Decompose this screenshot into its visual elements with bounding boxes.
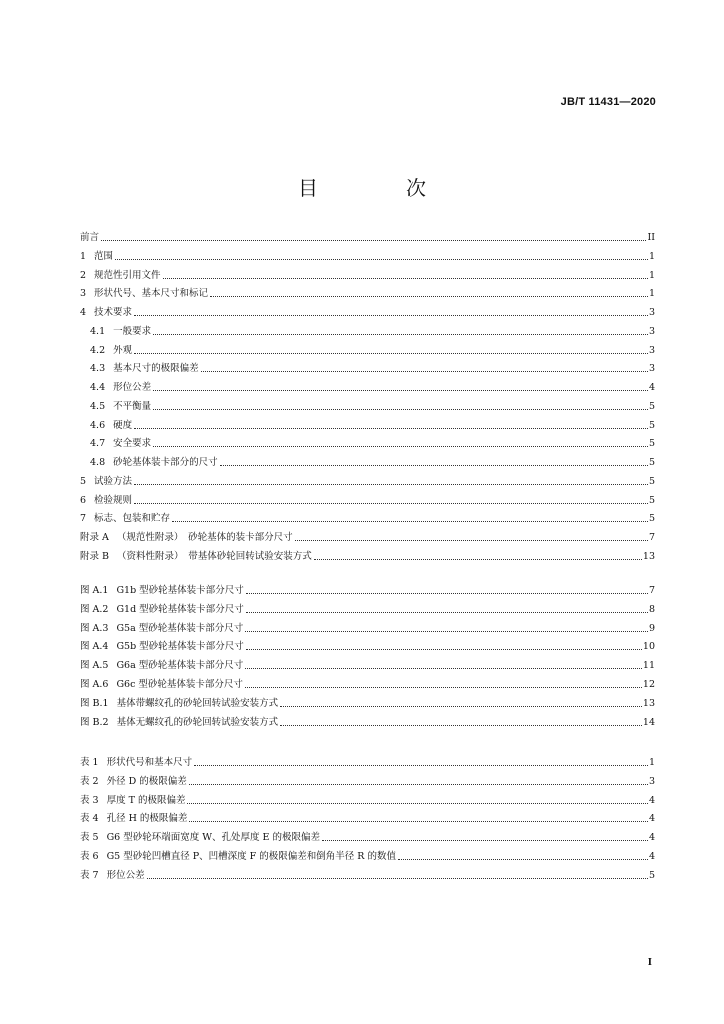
toc-entry-number: 表 3 [80,794,99,806]
page-title: 目 次 [298,176,460,200]
toc-entry[interactable] [80,399,655,413]
toc-entry[interactable] [80,774,655,788]
toc-entry[interactable] [80,755,655,769]
toc-entry-label [80,232,99,244]
dot-leader [280,724,642,726]
toc-entry-page: 4 [648,794,655,806]
toc-entry-label [80,795,185,807]
toc-entry-number: 4 [80,307,87,318]
toc-entry-number: 图 A.1 [80,585,109,596]
toc-entry-text: 孔径 H 的极限偏差 [106,813,188,825]
toc-entry-page: 5 [648,400,655,412]
toc-entry-page: 5 [648,457,655,468]
toc-entry-text: 砂轮基体装卡部分的尺寸 [113,457,218,468]
dot-leader [246,611,648,613]
toc-entry-label [80,623,243,635]
toc-entry-number: 图 A.3 [80,622,109,634]
toc-entry-page: 1 [648,250,655,262]
toc-entry-text: G5 型砂轮凹槽直径 P、凹槽深度 F 的极限偏差和倒角半径 R 的数值 [106,851,396,862]
toc-entry-number: 表 1 [80,757,99,768]
toc-entry-page: 9 [648,622,655,634]
toc-entry-text: G6c 型砂轮基体装卡部分尺寸 [116,679,243,690]
dot-leader [134,352,648,354]
dot-leader [153,445,648,447]
toc-entry-label [80,757,192,769]
toc-entry-label [80,513,170,525]
toc-entry-number: 1 [80,250,87,262]
toc-entry[interactable] [80,639,655,653]
dot-leader [322,839,648,841]
dot-leader [101,239,646,241]
toc-entry-page: 3 [648,363,655,375]
toc-entry-number: 图 A.2 [80,603,109,615]
toc-entry-text: 外观 [113,344,133,356]
toc-entry-page: 4 [648,832,655,844]
toc-entry-page: 7 [648,585,655,596]
toc-entry[interactable] [80,230,655,244]
toc-entry-text: 技术要求 [94,307,133,318]
toc-entry-page: II [647,232,655,243]
toc-entry-page: 10 [642,641,655,653]
toc-entry[interactable] [80,455,655,469]
dot-leader [134,502,648,504]
toc-entry-text: 硬度 [113,419,133,431]
toc-entry-label [80,270,161,282]
dot-leader [201,370,648,372]
toc-entry-page: 3 [648,325,655,337]
toc-entry-page: 3 [648,344,655,356]
toc-entry-page: 4 [648,382,655,393]
toc-entry-page: 13 [642,550,655,562]
toc-entry-page: 11 [642,660,655,672]
toc-entry[interactable] [80,549,655,563]
toc-entry-label [80,717,278,729]
dot-leader [189,783,648,785]
toc-entry-number: 图 A.5 [80,660,109,672]
toc-entry-label [80,776,187,788]
toc-entry-text: 形位公差 [113,382,152,393]
toc-entry[interactable] [80,868,655,882]
toc-entry[interactable] [80,286,655,300]
toc-entry-number: 图 A.6 [80,679,109,690]
toc-entry[interactable] [80,361,655,375]
dot-leader [189,820,648,822]
toc-entry-text: 基体带螺纹孔的砂轮回转试验安装方式 [116,697,279,709]
toc-entry-number: 3 [80,288,87,300]
toc-entry[interactable] [80,793,655,807]
toc-entry[interactable] [80,677,655,691]
toc-entry-label [80,604,244,616]
toc-entry-label [80,551,312,563]
toc-entry-number: 4.4 [90,382,106,393]
toc-entry-page: 8 [648,603,655,615]
toc-entry-text: G5b 型砂轮基体装卡部分尺寸 [116,641,244,653]
dot-leader [220,464,648,466]
toc-entry-label [80,851,396,863]
toc-entry[interactable] [80,602,655,616]
toc-entry-label [80,870,145,882]
toc-entry-page: 3 [648,775,655,787]
toc-entry-text: 形状代号和基本尺寸 [106,757,193,768]
toc-entry-number: 图 A.4 [80,641,109,653]
dot-leader [295,539,648,541]
toc-entry-label [80,382,151,394]
toc-entry-number: 附录 B [80,550,110,562]
toc-entry-text: G1d 型砂轮基体装卡部分尺寸 [116,603,244,615]
toc-entry-number: 4.8 [90,457,106,468]
toc-entry-page: 5 [648,419,655,431]
toc-entry-text: G5a 型砂轮基体装卡部分尺寸 [116,622,244,634]
toc-entry-text: （资料性附录） 带基体砂轮回转试验安装方式 [117,550,312,562]
dot-leader [134,314,648,316]
toc-entry-label [80,345,132,357]
toc-entry-page: 5 [648,494,655,506]
toc-entry[interactable] [80,811,655,825]
dot-leader [153,408,648,410]
toc-entry-text: 外径 D 的极限偏差 [106,775,187,787]
toc-entry-label [80,495,132,507]
toc-entry-number: 图 B.2 [80,716,109,728]
toc-entry-number: 附录 A [80,532,109,543]
dot-leader [147,877,648,879]
toc-entry-page: 5 [648,438,655,450]
dot-leader [245,630,648,632]
toc-entry[interactable] [80,493,655,507]
dot-leader [280,705,642,707]
toc-entry-page: 1 [648,269,655,281]
dot-leader [245,686,642,688]
toc-entry-text: 范围 [94,250,114,262]
toc-entry[interactable] [80,474,655,488]
toc-entry-number: 4.7 [90,438,106,450]
toc-entry-label [80,307,132,319]
toc-entry-text: 检验规则 [94,494,133,506]
toc-entry[interactable] [80,530,655,544]
toc-entry-page: 4 [648,813,655,825]
dot-leader [194,764,648,766]
dot-leader [246,592,648,594]
toc-entry-label [80,401,151,413]
toc-entry-label [80,288,208,300]
toc-entry-text: 厚度 T 的极限偏差 [106,794,186,806]
toc-entry-number: 4.1 [90,325,106,337]
toc-entry-number: 表 7 [80,869,99,881]
dot-leader [210,295,648,297]
dot-leader [246,648,642,650]
toc-entry-text: 基本尺寸的极限偏差 [113,363,199,375]
toc-entry-text: （规范性附录） 砂轮基体的装卡部分尺寸 [116,532,293,543]
dot-leader [163,277,648,279]
toc-entry-label [80,832,320,844]
toc-entry-page: 5 [648,475,655,487]
toc-entry-label [80,363,199,375]
toc-entry[interactable] [80,418,655,432]
toc-entry-text: 一般要求 [113,325,152,337]
toc-entry-number: 图 B.1 [80,697,109,709]
toc-entry[interactable] [80,436,655,450]
toc-entry[interactable] [80,511,655,525]
footer-page-number: I [647,958,652,968]
toc-entry-number: 6 [80,494,87,506]
toc-entry[interactable] [80,268,655,282]
toc-entry-number: 4.5 [90,400,106,412]
toc-entry-text: 形位公差 [106,869,145,881]
toc-entry-label [80,251,113,263]
toc-entry[interactable] [80,380,655,394]
toc-entry-page: 1 [648,757,655,768]
toc-entry[interactable] [80,324,655,338]
toc-entry-number: 4.6 [90,419,106,431]
toc-entry-label [80,585,244,597]
toc-entry-page: 4 [648,851,655,862]
toc-entry-number: 表 5 [80,832,99,844]
toc-entry[interactable] [80,249,655,263]
toc-entry-text: 安全要求 [113,438,152,450]
toc-entry-text: 基体无螺纹孔的砂轮回转试验安装方式 [116,716,279,728]
dot-leader [115,258,648,260]
toc-entry-label [80,457,218,469]
toc-entry-number: 表 4 [80,813,99,825]
toc-entry-page: 12 [642,679,655,690]
toc-entry-label [80,641,244,653]
toc-entry-number: 4.2 [90,344,106,356]
toc-entry-number: 表 6 [80,851,99,862]
toc-entry-text: 试验方法 [94,475,133,487]
toc-entry-number: 2 [80,269,87,281]
toc-entry-page: 13 [642,697,655,709]
toc-entry-page: 3 [648,307,655,318]
toc-entry-page: 5 [648,869,655,881]
toc-entry[interactable] [80,658,655,672]
toc-entry-label [80,660,243,672]
toc-entry-text: 形状代号、基本尺寸和标记 [94,288,209,300]
toc-entry[interactable] [80,621,655,635]
document-code: JB/T 11431—2020 [560,96,656,108]
dot-leader [245,667,642,669]
toc-entry[interactable] [80,849,655,863]
toc-entry-text: 规范性引用文件 [94,269,161,281]
toc-entry-page: 5 [648,513,655,525]
toc-entry[interactable] [80,696,655,710]
dot-leader [153,333,648,335]
toc-entry-number: 表 2 [80,775,99,787]
toc-entry-label [80,532,293,544]
dot-leader [314,558,642,560]
toc-entry-label [80,679,243,691]
toc-entry[interactable] [80,715,655,729]
toc-entry-label [80,326,151,338]
toc-entry-number: 7 [80,513,87,525]
toc-entry-text: 标志、包装和贮存 [94,513,171,525]
toc-entry-label [80,698,278,710]
dot-leader [172,520,648,522]
toc-entry-number: 4.3 [90,363,106,375]
dot-leader [398,858,648,860]
toc-entry-page: 7 [648,532,655,543]
dot-leader [134,483,648,485]
toc-entry-label [80,476,132,488]
toc-entry-label [80,438,151,450]
dot-leader [134,427,648,429]
toc-entry-text: G6 型砂轮环端面宽度 W、孔处厚度 E 的极限偏差 [106,832,320,844]
toc-entry-text: G6a 型砂轮基体装卡部分尺寸 [116,660,244,672]
toc-entry[interactable] [80,343,655,357]
dot-leader [153,389,648,391]
toc-entry-number: 5 [80,475,87,487]
toc-entry[interactable] [80,830,655,844]
toc-entry-label [80,420,132,432]
toc-entry-page: 1 [648,288,655,300]
toc-entry-label [80,813,187,825]
toc-entry-text: 不平衡量 [113,400,152,412]
toc-entry[interactable] [80,583,655,597]
dot-leader [187,802,647,804]
toc-entry[interactable] [80,305,655,319]
toc-entry-text: G1b 型砂轮基体装卡部分尺寸 [116,585,244,596]
toc-entry-number: 前言 [80,232,100,243]
toc-entry-page: 14 [642,716,655,728]
